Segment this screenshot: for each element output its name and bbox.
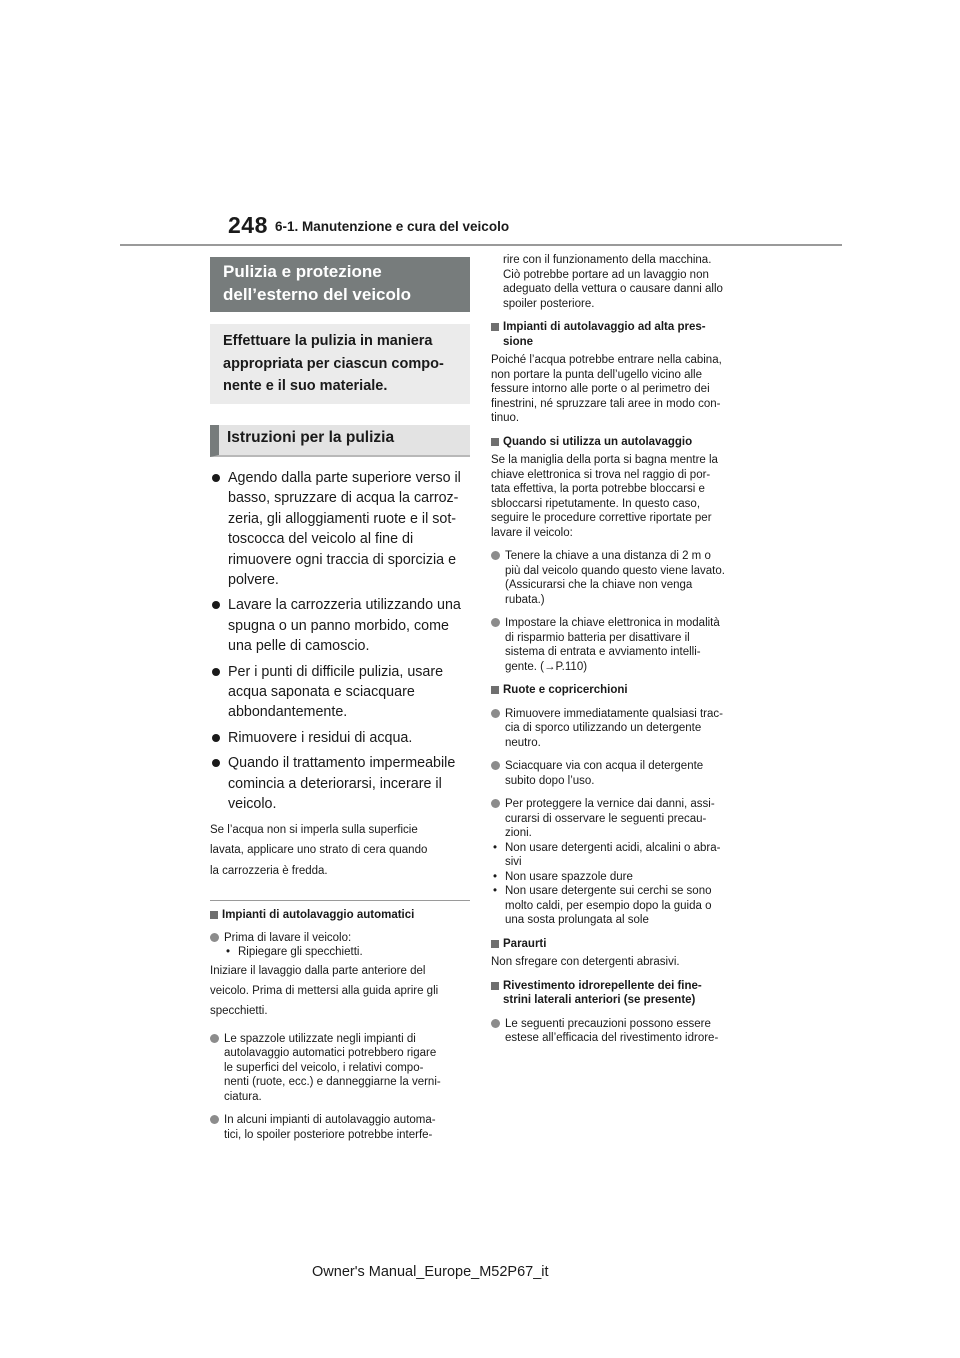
wheels-precautions-list: [491, 841, 753, 928]
auto-wash-heading: Impianti di autolavaggio automatici: [210, 908, 470, 923]
coating-item: Le seguenti precauzioni possono essere estese all’efficacia del rivestimento idrore-: [491, 1017, 753, 1046]
bullet-icon: [212, 668, 220, 676]
circle-bullet-icon: [210, 1034, 219, 1043]
high-pressure-paragraph: Poiché l’acqua potrebbe entrare nella cabina, non portare la punta dell’ugello vicino alle fessure intorno alle porte o al perimetro dei finestrini, né spruzzare tali aree in modo con- tinuo.: [491, 354, 722, 424]
intro-line: Effettuare la pulizia in maniera: [223, 333, 433, 349]
wax-note: Se l’acqua non si imperla sulla superficie lavata, applicare uno strato di cera quando la carrozzeria è fredda.: [210, 823, 428, 877]
sub-heading: Istruzioni per la pulizia: [210, 425, 470, 457]
continued-paragraph: rire con il funzionamento della macchina. Ciò potrebbe portare ad un lavaggio non adeguato della vettura o causare danni allo spoiler posteriore.: [503, 254, 723, 310]
wheels-item: Sciacquare via con acqua il detergente subito dopo l’uso.: [491, 759, 753, 788]
bullet-icon: [212, 474, 220, 482]
right-column: [491, 253, 753, 1046]
auto-wash-item: Le spazzole utilizzate negli impianti di autolavaggio automatici potrebbero rigare le superfici del veicolo, i relativi compo- nenti (ruote, ecc.) e danneggiarne la verni- ciatura.: [210, 1032, 470, 1105]
auto-wash-item: Prima di lavare il veicolo: • Ripiegare gli specchietti.: [210, 931, 470, 960]
page-number: 248: [228, 212, 268, 238]
footer-text: Owner's Manual_Europe_M52P67_it: [312, 1264, 549, 1280]
wheels-heading: Ruote e copricerchioni: [491, 683, 753, 698]
list-item: Agendo dalla parte superiore verso il basso, spruzzare di acqua la carroz- zeria, gli alloggiamenti ruote e il sot- toscocca del veicolo al fine di rimuovere ogni traccia di sporcizia e polvere.: [210, 468, 470, 590]
left-column: [210, 257, 470, 1142]
bullet-icon: [212, 601, 220, 609]
square-bullet-icon: [491, 940, 499, 948]
circle-bullet-icon: [491, 761, 500, 770]
coating-heading: Rivestimento idrorepellente dei fine- strini laterali anteriori (se presente): [491, 979, 753, 1008]
circle-bullet-icon: [491, 1019, 500, 1028]
car-wash-paragraph: Se la maniglia della porta si bagna mentre la chiave elettronica si trova nel raggio di por- tata effettiva, la porta potrebbe bloccarsi e sbloccarsi ripetutamente. In questo caso, seguire le procedure correttive riportate per lavare il veicolo:: [491, 454, 718, 539]
sub-item: • Non usare detergenti acidi, alcalini o abra- sivi: [491, 841, 753, 870]
sub-item: • Non usare spazzole dure: [491, 870, 753, 885]
wheels-item: Per proteggere la vernice dai danni, assi- curarsi di osservare le seguenti precau- zioni.: [491, 797, 753, 841]
list-item: Lavare la carrozzeria utilizzando una spugna o un panno morbido, come una pelle di camoscio.: [210, 595, 470, 656]
square-bullet-icon: [491, 982, 499, 990]
wheels-item: Rimuovere immediatamente qualsiasi trac- cia di sporco utilizzando un detergente neutro.: [491, 707, 753, 751]
intro-line: appropriata per ciascun compo-: [223, 355, 444, 372]
square-bullet-icon: [491, 323, 499, 331]
cleaning-instructions-list: [210, 468, 470, 815]
header-divider: [120, 244, 842, 246]
car-wash-heading: Quando si utilizza un autolavaggio: [491, 435, 753, 450]
high-pressure-heading: Impianti di autolavaggio ad alta pres- sione: [491, 320, 753, 349]
circle-bullet-icon: [210, 1115, 219, 1124]
bumper-paragraph: Non sfregare con detergenti abrasivi.: [491, 956, 680, 968]
bumper-heading: Paraurti: [491, 937, 753, 952]
auto-wash-paragraph: Iniziare il lavaggio dalla parte anteriore del veicolo. Prima di mettersi alla guida aprire gli specchietti.: [210, 964, 439, 1017]
sub-item: • Ripiegare gli specchietti.: [224, 945, 470, 960]
car-wash-item: Impostare la chiave elettronica in modalità di risparmio batteria per disattivare il sistema di entrata e avviamento intelli- gente. (→P.110): [491, 616, 753, 674]
sub-item: • Non usare detergente sui cerchi se sono molto caldi, per esempio dopo la guida o una sosta prolungata al sole: [491, 884, 753, 928]
circle-bullet-icon: [491, 799, 500, 808]
square-bullet-icon: [491, 438, 499, 446]
circle-bullet-icon: [491, 709, 500, 718]
circle-bullet-icon: [210, 933, 219, 942]
intro-box: [210, 324, 470, 404]
circle-bullet-icon: [491, 551, 500, 560]
auto-wash-item: In alcuni impianti di autolavaggio automa- tici, lo spoiler posteriore potrebbe interfe-: [210, 1113, 470, 1142]
square-bullet-icon: [210, 911, 218, 919]
list-item: Rimuovere i residui di acqua.: [210, 728, 470, 748]
list-item: Per i punti di difficile pulizia, usare acqua saponata e sciacquare abbondantemente.: [210, 662, 470, 723]
section-divider: [210, 900, 470, 901]
intro-line: nente e il suo materiale.: [223, 378, 388, 394]
square-bullet-icon: [491, 686, 499, 694]
circle-bullet-icon: [491, 618, 500, 627]
section-title: 6-1. Manutenzione e cura del veicolo: [275, 219, 510, 234]
bullet-icon: [212, 734, 220, 742]
main-heading: Pulizia e protezione dell’esterno del veicolo: [210, 257, 470, 312]
bullet-icon: [212, 759, 220, 767]
list-item: Quando il trattamento impermeabile comincia a deteriorarsi, incerare il veicolo.: [210, 753, 470, 814]
car-wash-item: Tenere la chiave a una distanza di 2 m o più dal veicolo quando questo viene lavato. (Assicurarsi che la chiave non venga rubata.): [491, 549, 753, 607]
